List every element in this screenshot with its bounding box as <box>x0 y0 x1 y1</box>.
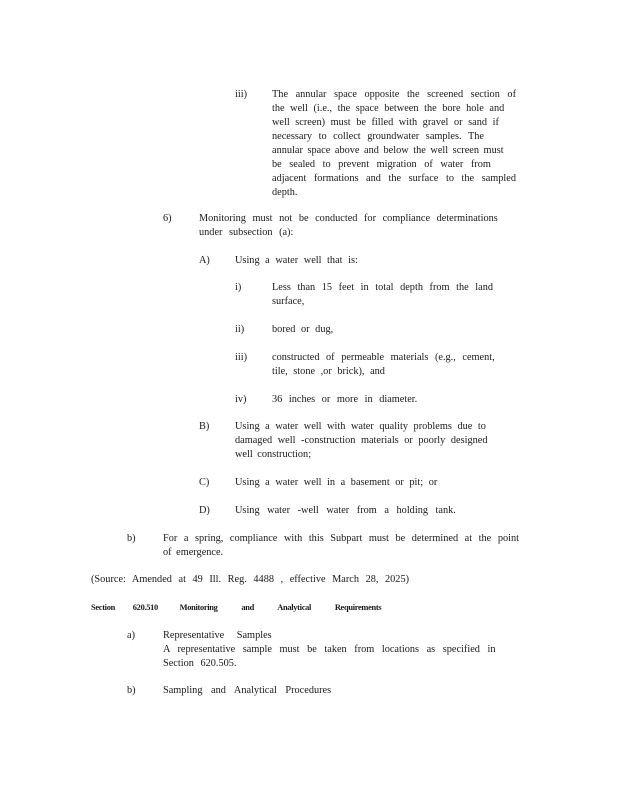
item-text: Using a water well with water quality problems due to damaged well -construction materials or poorly designed well construction; <box>235 421 488 460</box>
item-number: A) <box>199 255 210 266</box>
section-heading <box>91 601 381 615</box>
item-number: D) <box>199 505 210 516</box>
subsection-heading: Sampling and Analytical Procedures <box>163 685 332 696</box>
item-number: b) <box>127 685 136 696</box>
subsection-heading: Representative Samples <box>163 630 272 641</box>
item-text <box>163 684 423 698</box>
source-note: (Source: Amended at 49 Ill. Reg. 4488 , effective March 28, 2025) <box>91 574 410 585</box>
item-text: Representative Samples A representative sample must be taken from locations as specified in Section 620.505. <box>163 629 503 671</box>
item-text: bored or dug, <box>272 324 334 335</box>
item-number: C) <box>199 477 210 488</box>
item-number: i) <box>235 282 242 293</box>
item-number: B) <box>199 421 210 432</box>
item-text: The annular space opposite the screened section of the well (i.e., the space between the bore hole and well screen) must be filled with gravel or sand if necessary to collect groundwater samples. The annular space above and below the well screen must be sealed to prevent migration of water from adjacent formations and the surface to the sampled depth. <box>272 89 517 198</box>
item-text: Less than 15 feet in total depth from the land surface, <box>272 282 494 307</box>
item-number: iv) <box>235 394 247 405</box>
item-text: For a spring, compliance with this Subpart must be determined at the point of emergence. <box>163 533 519 558</box>
item-number: a) <box>127 630 135 641</box>
item-text: Using water -well water from a holding tank. <box>235 505 456 516</box>
section-label: Section <box>91 603 115 612</box>
item-text: Using a water well that is: <box>235 255 358 266</box>
item-number: iii) <box>235 352 248 363</box>
section-title: Monitoring and Analytical Requirements <box>179 603 382 612</box>
item-number: iii) <box>235 89 248 100</box>
item-text: Using a water well in a basement or pit; or <box>235 477 438 488</box>
item-text: Monitoring must not be conducted for compliance determinations under subsection (a): <box>199 213 498 238</box>
item-text: constructed of permeable materials (e.g., cement, tile, stone ,or brick), and <box>272 352 495 377</box>
item-number: 6) <box>163 213 172 224</box>
section-number: 620.510 <box>132 603 158 612</box>
item-number: b) <box>127 533 136 544</box>
item-number: ii) <box>235 324 245 335</box>
item-text: 36 inches or more in diameter. <box>272 394 418 405</box>
